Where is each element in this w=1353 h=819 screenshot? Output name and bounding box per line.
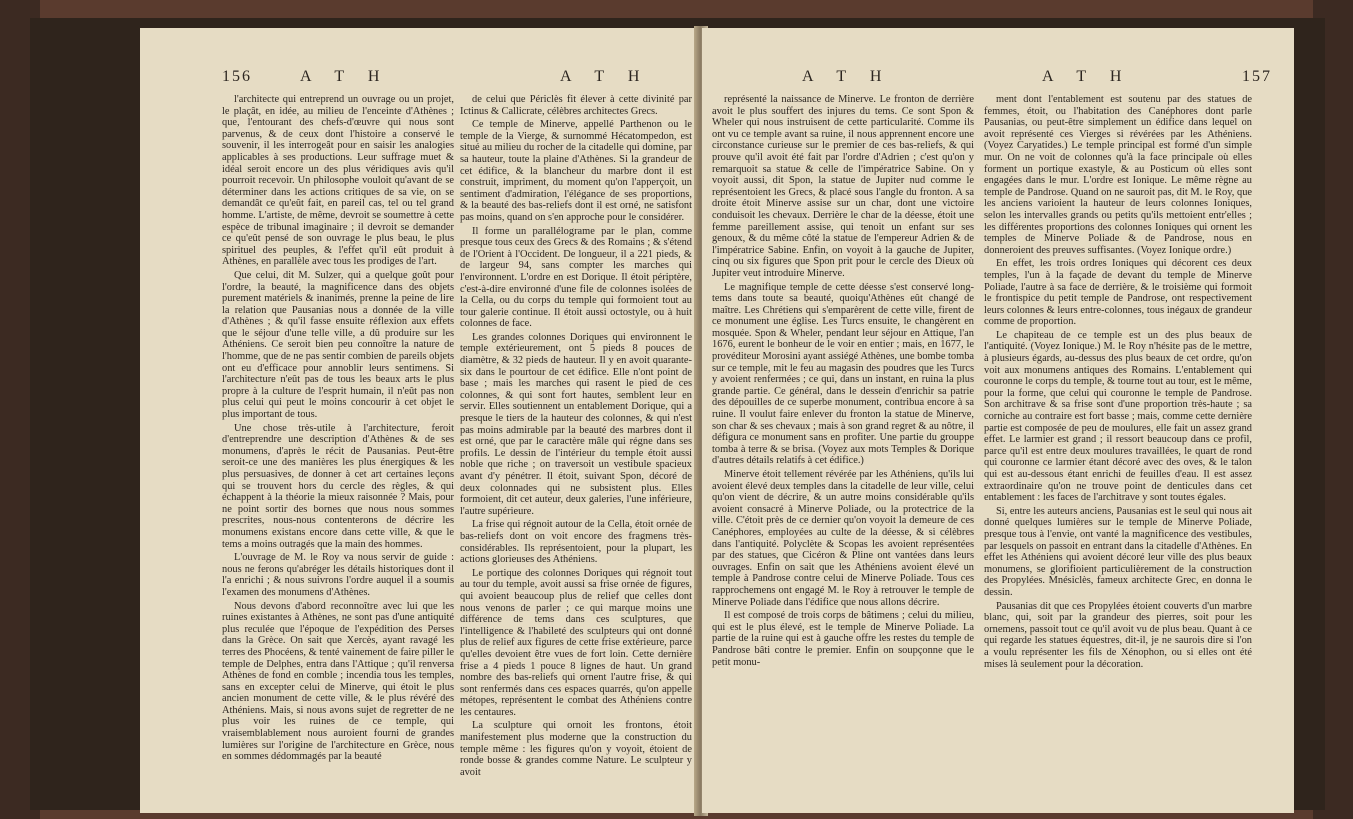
- paragraph: Le chapiteau de ce temple est un des plus beaux de l'antiquité. (Voyez Ionique.) M. le Roy n'hésite pas de le mettre, à plusieurs égards, au-dessus des plus beaux de cet ordre, qu'on voit aux monumens antiques des Romains. L'entablement qui couronne le corps du temple, & tourne tout au tour, est le même, pour la forme, que celui qui couronne le temple de Pandrose. Son architrave & sa frise sont d'une proportion très-haute ; sa corniche au contraire est fort basse ; mais, comme cette dernière partie est composée de peu de moulures, elle fait un assez grand effet. Le larmier est grand ; il ressort beaucoup dans ce profil, parce qu'il est entre deux moulures travaillées, le quart de rond qui couronne ce larmier étant décoré avec des oves, & le talon qui est au-dessous étant enrichi de feuilles d'eau. Il est assez extraordinaire qu'on ne trouve point de denticules dans cet entablement : les faces de l'architrave y sont toutes égales.: [984, 329, 1252, 504]
- open-book: [30, 18, 1325, 810]
- left-running-head-2: A T H: [560, 68, 650, 85]
- paragraph: Il forme un parallélograme par le plan, comme presque tous ceux des Grecs & des Romains ; & s'étend de l'Orient à l'Occident. De longueur, il a 221 pieds, & de largeur 94, sans compter les marches qui l'environnent. L'ordre en est Dorique. Il étoit périptère, c'est-à-dire environné d'une file de colonnes isolées de la Cella, ou du corps du temple qui formoient tout au tour galerie continue. Il étoit aussi octostyle, ou à huit colonnes de face.: [460, 225, 692, 330]
- right-page-column-2: [984, 94, 1252, 672]
- paragraph: représenté la naissance de Minerve. Le fronton de derrière avoit le plus souffert des injures du tems. Ce sont Spon & Wheler qui nous instruisent de cette particularité. Comme ils ont vu ce temple avant sa ruine, il nous apprennent encore une circonstance curieuse sur le premier de ces bas-reliefs, & qui prouve qu'il avoit été fait par l'ordre d'Adrien ; c'est qu'on y remarquoit sa statue & celle de l'impératrice Sabine. On y voyoit aussi, dit Spon, la statue de Jupiter nud comme le représentoient les Grecs, & placé sous l'angle du fronton. A sa droite étoit Minerve assise sur un char, dont une victoire conduisoit les chevaux. Derrière le char de la déesse, étoit une femme pareillement assise, qui tenoit un enfant sur ses genoux, & du même côté la statue de l'empereur Adrien & de l'impératrice Sabine. Enfin, on voyoit à la gauche de Jupiter, cinq ou six figures que Spon prit pour le cercle des Dieux où Jupiter veut introduire Minerve.: [712, 94, 974, 279]
- left-page-number: 156: [222, 68, 252, 85]
- paragraph: Une chose très-utile à l'architecture, feroit d'entreprendre une description d'Athènes & de ses monumens, d'après le récit de Pausanias. Peut-être seroit-ce une des manières les plus énergiques & les plus persuasives, de donner à cet art certaines leçons qui se trouvent hors du cercle des règles, & qui échappent à la théorie la mieux raisonnée ? Mais, pour ne point sortir des bornes que nous nous sommes prescrites, nous-nous contenterons de décrire les monumens existans encore dans cette ville, & que le tems a moins outragés que la main des hommes.: [222, 422, 454, 550]
- right-running-head-1: A T H: [802, 68, 892, 85]
- paragraph: En effet, les trois ordres Ioniques qui décorent ces deux temples, l'un à la façade de devant du temple de Minerve Poliade, l'autre à sa face de derrière, & le troisième qui formoit le frontispice du petit temple de Pandrose, ont respectivement leurs colonnes & leurs entre-colonnes, tous inégaux de grandeur comme de proportion.: [984, 258, 1252, 328]
- paragraph: Nous devons d'abord reconnoître avec lui que les ruines existantes à Athènes, ne sont pas d'une antiquité plus reculée que l'époque de l'expédition des Perses dans la Grèce. On sait que Xercès, ayant ravagé les terres des Phocéens, & tenté vainement de faire piller le temple de Delphes, entra dans l'Attique ; qu'il renversa Athènes de fond en comble ; incendia tous les temples, sans en excepter celui de Minerve, qui étoit le plus ancien monument de cette ville, & le plus révéré des Athéniens. Mais, si nous avons sujet de regretter de ne plus voir les ruines de ce temple, qui vraisemblablement nous auroient fourni de grandes lumières sur l'origine de l'architecture en Grèce, nous en sommes dédommagés par la beauté: [222, 600, 454, 763]
- paragraph: Ce temple de Minerve, appellé Parthenon ou le temple de la Vierge, & surnommé Hécatompedon, est situé au milieu du rocher de la citadelle qui domine, par sa hauteur, toute la plaine d'Athènes. Si la grandeur de cet édifice, & la blancheur du marbre dont il est construit, impriment, du moment qu'on l'apperçoit, un sentiment d'admiration, l'élégance de ses proportions, & la beauté des bas-reliefs dont il est orné, ne satisfont pas moins, quand on s'en approche pour le considérer.: [460, 119, 692, 223]
- paragraph: La sculpture qui ornoit les frontons, étoit manifestement plus moderne que la construction du temple même : les figures qu'on y voyoit, étoient de ronde bosse & grandes comme Nature. Le sculpteur y avoit: [460, 720, 692, 778]
- left-running-head-1: A T H: [300, 68, 390, 85]
- left-page-column-1: [222, 94, 454, 765]
- paragraph: de celui que Périclès fit élever à cette divinité par Ictinus & Callicrate, célèbres architectes Grecs.: [460, 94, 692, 117]
- right-running-head-2: A T H: [1042, 68, 1132, 85]
- right-page-column-1: [712, 94, 974, 670]
- right-page-number: 157: [1242, 68, 1272, 85]
- paragraph: L'ouvrage de M. le Roy va nous servir de guide : nous ne ferons qu'abréger les détails historiques dont il l'a enrichi ; & nous suivrons l'ordre auquel il a soumis l'examen des monumens d'Athènes.: [222, 552, 454, 598]
- right-page-header: [702, 68, 1294, 90]
- left-page-column-2: [460, 94, 692, 780]
- paragraph: ment dont l'entablement est soutenu par des statues de femmes, étoit, ou l'habitation des Canéphores dont parle Pausanias, ou peut-être simplement un édifice dans lequel on avoit représenté ces Vierges si révérées par les Athéniens. (Voyez Caryatides.) Le temple principal est formé d'un simple mur. On ne voit de colonnes qu'à la face principale où elles forment un portique exastyle, & au Posticum où elles sont engagées dans le mur. L'ordre est Ionique. Le même règne au temple de Pandrose. Quand on ne sauroit pas, dit M. le Roy, que les anciens varioient la hauteur de leurs colonnes Ioniques, selon les intervalles grands ou petits qu'ils mettoient entr'elles ; les différentes proportions des colonnes Ioniques qui ornent les temples de Minerve Poliade & de Pandrose, nous en donneroient des preuves suffisantes. (Voyez Ionique ordre.): [984, 94, 1252, 256]
- paragraph: Que celui, dit M. Sulzer, qui a quelque goût pour l'ordre, la beauté, la magnificence dans des objets purement matériels & inanimés, prenne la peine de lire la relation que Pausanias nous a donnée de la ville d'Athènes ; & qu'il fasse ensuite réflexion aux effets que le séjour d'une telle ville, a dû produire sur les Athéniens. Ce seroit bien peu connoître la nature de l'homme, que de ne pas sentir combien de pareils objets ont eu d'efficace pour annoblir leurs sentimens. Si l'architecture n'eût pas de tous les beaux arts le plus propre à la culture de l'esprit humain, il n'eût pas non plus celui qui peut le moins concourir à cet objet le plus important de tous.: [222, 269, 454, 421]
- paragraph: Le portique des colonnes Doriques qui régnoit tout au tour du temple, avoit aussi sa frise ornée de figures, qui avoient beaucoup plus de relief que celles dont nous venons de parler ; ce qui marque moins une différence de tems dans ces sculptures, que l'intelligence & l'habileté des sculpteurs qui ont donné plus de relief aux figures de cette frise extérieure, parce qu'elles devoient être vues de fort loin. Cette dernière frise a 4 pieds 1 pouce 8 lignes de haut. Un grand nombre des bas-reliefs qui ornent l'autre frise, & qui sont renfermés dans ces espaces quarrés, qu'on appelle métopes, représentent le combat des Athéniens contre les centaures.: [460, 567, 692, 718]
- paragraph: La frise qui régnoit autour de la Cella, étoit ornée de bas-reliefs dont on voit encore des fragmens très-considérables. Ils représentoient, pour la plupart, les actions glorieuses des Athéniens.: [460, 519, 692, 566]
- paragraph: l'architecte qui entreprend un ouvrage ou un projet, le plaçât, en idée, au milieu de l'enceinte d'Athènes ; que, l'entourant des chefs-d'œuvre qui nous sont parvenus, & de ceux dont l'histoire a conservé le souvenir, il les interrogeât pour en saisir les analogies applicables à ses productions. Leur suffrage muet & idéal seroit encore un des plus véridiques avis qu'il pourroit recevoir. Un philosophe vouloit qu'avant de se déterminer dans les actions critiques de sa vie, on se demandât ce qu'eût fait, en pareil cas, tel ou tel grand homme. L'artiste, de même, devroit se soumettre à cette espèce de tribunal imaginaire ; il devroit se demander ce qu'eût pensé de son ouvrage le plus beau, le plus spirituel des peuples, & l'effet qu'il eût produit à Athènes, en parallèle avec tous les prodiges de l'art.: [222, 94, 454, 268]
- paragraph: Il est composé de trois corps de bâtimens ; celui du milieu, qui est le plus élevé, est le temple de Minerve Poliade. La partie de la ruine qui est à gauche offre les restes du temple de Pandrose bâti contre le premier. Enfin on soupçonne que le petit monu-: [712, 610, 974, 668]
- paragraph: Le magnifique temple de cette déesse s'est conservé long-tems dans toute sa beauté, quoiqu'Athènes eût changé de maître. Les Chrétiens qui s'emparèrent de cette ville, firent de ce monument une église. Les Turcs ensuite, le changèrent en mosquée. Spon & Wheler, pendant leur séjour en Attique, l'an 1676, eurent le bonheur de le voir en entier ; mais, en 1677, le provéditeur Morosini ayant assiégé Athènes, une bombe tomba sur ce temple, mit le feu au magasin des poudres que les Turcs y avoient renfermées ; ce qui, dans un instant, en ruina la plus grande partie. Ce général, dans le dessein d'enrichir sa patrie des dépouilles de ce superbe monument, contribua encore à sa ruine. Il voulut faire enlever du fronton la statue de Minerve, son char & ses chevaux ; mais à son grand regret & au nôtre, il défigura ce monument sans en profiter. Une partie du grouppe tomba à terre & se brisa. (Voyez aux mots Temples & Dorique d'autres détails relatifs à cet édifice.): [712, 281, 975, 467]
- left-page-header: [140, 68, 700, 90]
- paragraph: Pausanias dit que ces Propylées étoient couverts d'un marbre blanc, qui, soit par la grandeur des pierres, soit pour les ornemens, passoit tout ce qu'il avoit vu de plus beau. Quant à ce qui regarde les statues équestres, dit-il, je ne saurois dire si l'on a voulu représenter les fils de Xénophon, ou si elles ont été mises là seulement pour la décoration.: [984, 600, 1252, 670]
- left-page: [140, 28, 700, 813]
- paragraph: Minerve étoit tellement révérée par les Athéniens, qu'ils lui avoient élevé deux temples dans la citadelle de leur ville, celui qu'on vient de décrire, & un autre moins considérable qu'ils avoient consacré à Minerve Poliade, ou la protectrice de la ville. C'étoit près de ce dernier qu'on voyoit la demeure de ces Canéphores, employées au culte de la déesse, & si célèbres dans l'antiquité. Polyclète & Scopas les avoient représentées par des statues, que Cicéron & Pline ont vantées dans leurs ouvrages. Enfin on sait que les Athéniens avoient élevé un temple à Pandrose contre celui de Minerve Poliade. Tous ces rapprochemens ont engagé M. le Roy à retrouver le temple de Minerve Poliade dans l'édifice que nous allons décrire.: [712, 469, 974, 608]
- paragraph: Si, entre les auteurs anciens, Pausanias est le seul qui nous ait donné quelques lumières sur le temple de Minerve Poliade, presque tous à l'envie, ont vanté la magnificence des vestibules, par lesquels on passoit en entrant dans la citadelle d'Athènes. En effet les Athéniens qui avoient décoré leur ville des plus beaux monumens, se glorifioient particulièrement de la construction des Propylées. Mnésiclès, fameux architecte Grec, en donna le dessin.: [984, 505, 1252, 598]
- paragraph: Les grandes colonnes Doriques qui environnent le temple extérieurement, ont 5 pieds 8 pouces de diamètre, & 32 pieds de hauteur. Il y en avoit quarante-six dans le pourtour de cet édifice. Elle n'ont point de base ; mais les marches qui rasent le pied de ces colonnes, & qui sont fort hautes, semblent leur en servir. Elles soutiennent un entablement Dorique, qui a presque le tiers de la hauteur des colonnes, & qui n'est pas moins admirable par la beauté des marbres dont il est orné, que par le caractère mâle qui régne dans ses profils. Le dessin de l'intérieur du temple étoit aussi noble que riche ; on traversoit un vestibule spacieux avant d'y pénétrer. Il étoit, suivant Spon, décoré de deux colonnades qui ne subsistent plus. Elles formoient, dit cet auteur, deux galeries, l'une inférieure, l'autre supérieure.: [460, 331, 692, 517]
- right-page: [702, 28, 1294, 813]
